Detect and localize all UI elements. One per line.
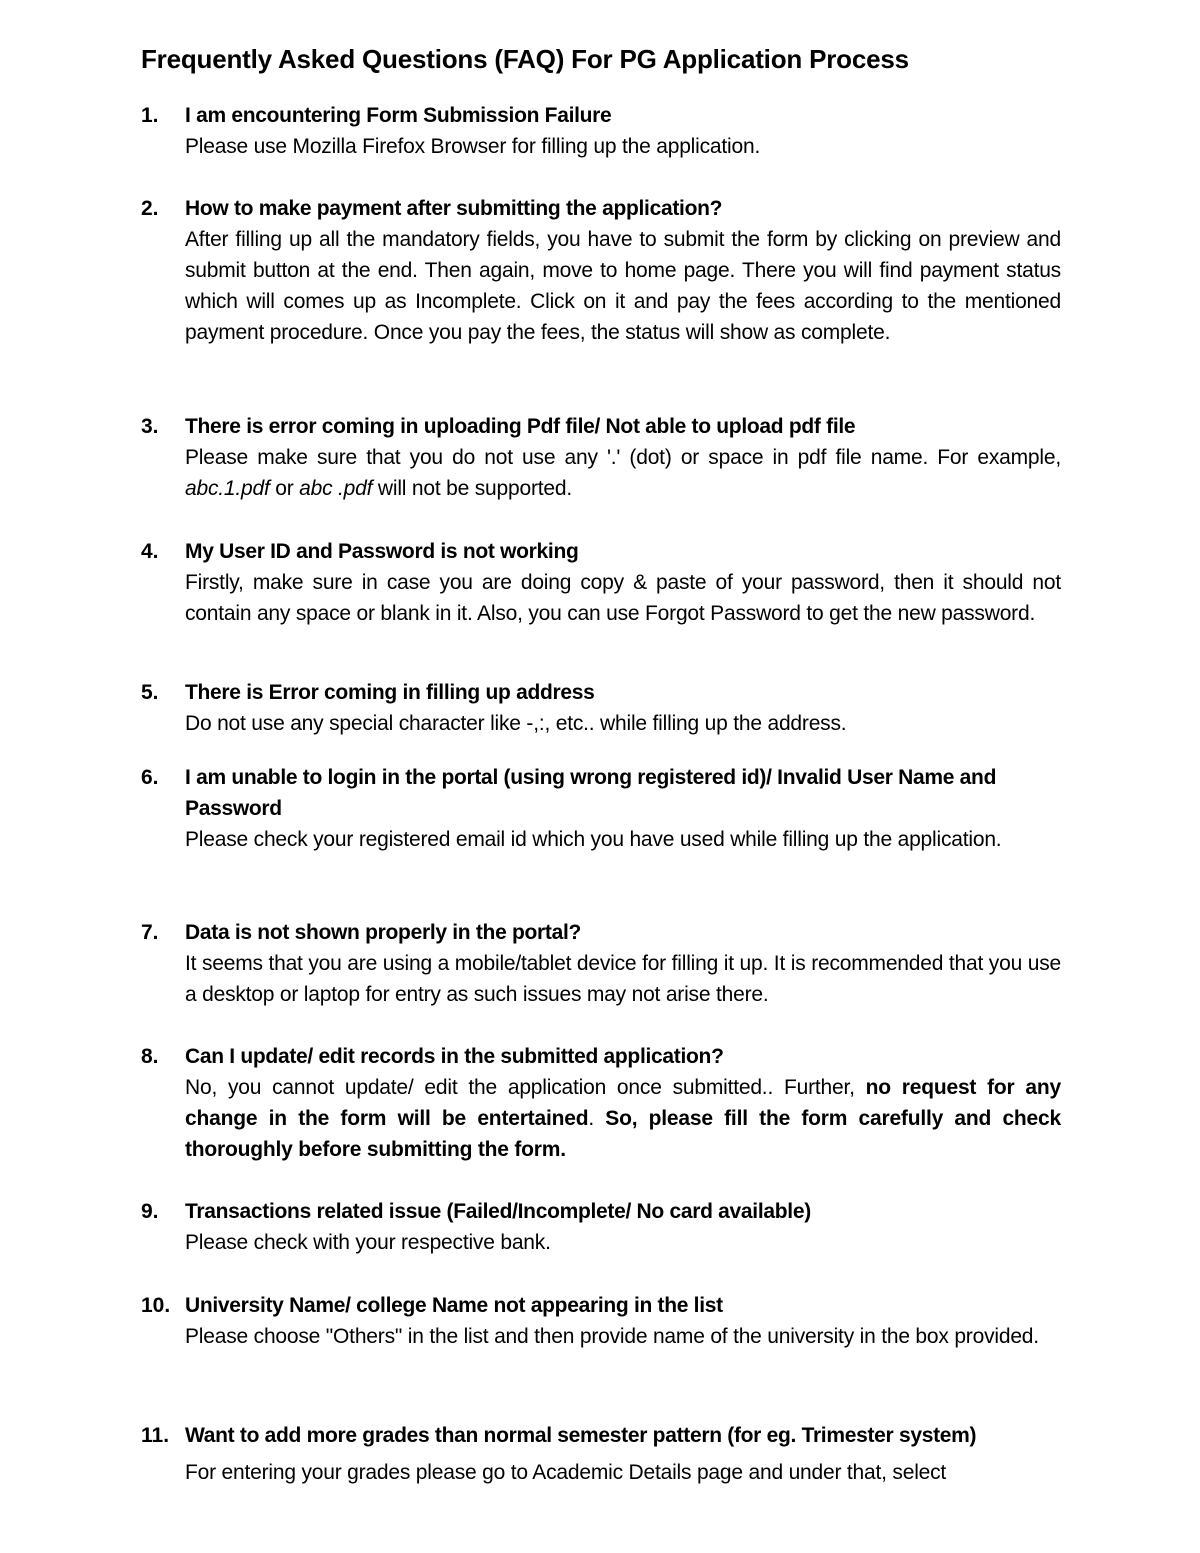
faq-number: 5. (141, 681, 159, 704)
faq-item-4 (141, 536, 1061, 629)
faq-answer: Please choose "Others" in the list and then provide name of the university in the box provided. (185, 1325, 1039, 1348)
faq-answer: It seems that you are using a mobile/tablet device for filling it up. It is recommended that you use a desktop or laptop for entry as such issues may not arise there. (185, 952, 1061, 1006)
faq-item-3 (141, 411, 1061, 504)
faq-item-5 (141, 677, 1061, 739)
answer-text: will not be supported. (372, 477, 572, 500)
faq-number: 7. (141, 921, 159, 944)
faq-question: There is error coming in uploading Pdf file/ Not able to upload pdf file (185, 415, 856, 438)
faq-answer: Please check your registered email id which you have used while filling up the application. (185, 828, 1002, 851)
answer-emphasis: no request for any change in the form will be entertained (185, 1076, 1061, 1130)
answer-text: Please make sure that you do not use any '.' (dot) or space in pdf file name. For example, (185, 446, 1061, 469)
faq-number: 4. (141, 540, 159, 563)
faq-question: There is Error coming in filling up address (185, 681, 595, 704)
faq-item-11 (141, 1420, 1061, 1488)
faq-question: My User ID and Password is not working (185, 540, 579, 563)
faq-answer (185, 1072, 1061, 1165)
faq-question: Data is not shown properly in the portal? (185, 921, 582, 944)
answer-text: . (588, 1107, 606, 1130)
faq-answer (185, 442, 1061, 504)
faq-answer: Please check with your respective bank. (185, 1231, 551, 1254)
faq-question: University Name/ college Name not appearing in the list (185, 1294, 723, 1317)
faq-item-6 (141, 762, 1061, 855)
faq-number: 2. (141, 197, 159, 220)
faq-answer: After filling up all the mandatory fields, you have to submit the form by clicking on preview and submit button at the end. Then again, move to home page. There you will find payment status which will comes up as Incomplete. Click on it and pay the fees according to the mentioned payment procedure. Once you pay the fees, the status will show as complete. (185, 228, 1061, 344)
faq-item-10 (141, 1290, 1061, 1352)
answer-text: or (269, 477, 300, 500)
faq-answer: Please use Mozilla Firefox Browser for filling up the application. (185, 135, 761, 158)
faq-question: I am encountering Form Submission Failure (185, 104, 612, 127)
faq-question: Can I update/ edit records in the submitted application? (185, 1045, 724, 1068)
faq-number: 6. (141, 766, 159, 789)
faq-answer: Do not use any special character like -,:, etc.. while filling up the address. (185, 712, 847, 735)
faq-item-8 (141, 1041, 1061, 1165)
page-title: Frequently Asked Questions (FAQ) For PG Application Process (141, 44, 909, 74)
faq-question: Transactions related issue (Failed/Incomplete/ No card available) (185, 1200, 811, 1223)
answer-emphasis: So, please fill the form carefully and check thoroughly before submitting the form. (185, 1107, 1061, 1161)
faq-question: Want to add more grades than normal semester pattern (for eg. Trimester system) (185, 1424, 977, 1447)
example-filename: abc .pdf (299, 477, 373, 500)
faq-item-1 (141, 100, 1061, 162)
faq-number: 10. (141, 1294, 171, 1317)
faq-number: 1. (141, 104, 159, 127)
faq-answer: For entering your grades please go to Academic Details page and under that, select (185, 1461, 947, 1484)
example-filename: abc.1.pdf (185, 477, 270, 500)
answer-text: No, you cannot update/ edit the application once submitted.. Further, (185, 1076, 866, 1099)
faq-question: I am unable to login in the portal (using wrong registered id)/ Invalid User Name and Password (185, 766, 997, 820)
faq-answer: Firstly, make sure in case you are doing copy & paste of your password, then it should not contain any space or blank in it. Also, you can use Forgot Password to get the new password. (185, 571, 1061, 625)
faq-item-7 (141, 917, 1061, 1010)
faq-number: 9. (141, 1200, 159, 1223)
faq-item-9 (141, 1196, 1061, 1258)
faq-number: 3. (141, 415, 159, 438)
faq-question: How to make payment after submitting the application? (185, 197, 723, 220)
faq-number: 11. (141, 1424, 170, 1447)
faq-item-2 (141, 193, 1061, 348)
faq-number: 8. (141, 1045, 159, 1068)
